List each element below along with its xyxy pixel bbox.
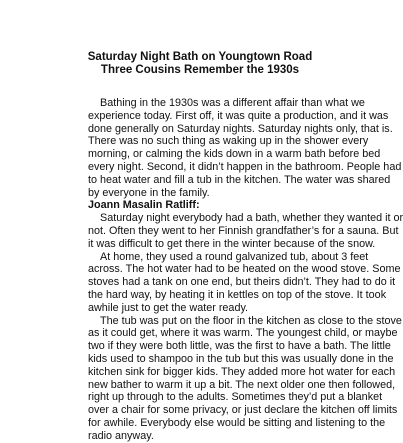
text-line: radio anyway. xyxy=(88,429,154,442)
text-line: not. Often they went to her Finnish grandfather’s for a sauna. But xyxy=(88,224,399,237)
document-title: Saturday Night Bath on Youngtown Road xyxy=(87,51,313,63)
document-subtitle: Three Cousins Remember the 1930s xyxy=(100,64,300,76)
text-line: across. The hot water had to be heated on the wood stove. Some xyxy=(88,263,401,276)
document-body xyxy=(88,97,403,443)
text-line: Bathing in the 1930s was a different affair than what we xyxy=(100,97,365,109)
text-line: At home, they used a round galvanized tub, about 3 feet xyxy=(100,250,369,263)
text-line: over a chair for some privacy, or just declare the kitchen off limits xyxy=(88,404,398,417)
text-line: every night. Second, it didn’t happen in the bathroom. People had xyxy=(88,160,402,173)
text-line: The tub was put on the floor in the kitchen as close to the stove xyxy=(100,314,402,327)
text-line: kids used to shampoo in the tub but this was usually done in the xyxy=(88,352,394,365)
text-line: experience today. First off, it was quite a production, and it was xyxy=(88,109,389,122)
text-line: new bather to warm it up a bit. The next older one then followed, xyxy=(88,378,396,391)
text-line: awhile just to get the water ready. xyxy=(88,301,249,314)
text-line: right up through to the adults. Sometimes they’d put a blanket xyxy=(88,391,383,404)
text-line: morning, or calming the kids down in a warm bath before bed xyxy=(88,148,381,161)
speaker-heading: Joann Masalin Ratliff: xyxy=(88,199,200,212)
text-line: the hard way, by heating it in kettles on top of the stove. It took xyxy=(88,288,387,301)
text-line: stoves had a tank on one end, but theirs didn’t. They had to do it xyxy=(88,276,396,289)
text-line: two if they were both little, was the first to have a bath. The little xyxy=(88,340,391,353)
text-line: Saturday night everybody had a bath, whether they wanted it or xyxy=(100,212,403,225)
text-line: done generally on Saturday nights. Saturday nights only, that is. xyxy=(88,122,393,135)
text-line: as it could get, where it was warm. The youngest child, or maybe xyxy=(88,327,398,340)
text-line: by everyone in the family. xyxy=(88,186,210,199)
text-line: to heat water and fill a tub in the kitchen. The water was shared xyxy=(88,173,391,186)
text-line: kitchen sink for bigger kids. They added more hot water for each xyxy=(88,365,396,378)
text-line: for awhile. Everybody else would be sitting and listening to the xyxy=(88,416,386,429)
text-line: There was no such thing as waking up in the shower every xyxy=(88,135,369,148)
text-line: it was difficult to get there in the winter because of the snow. xyxy=(88,237,376,250)
